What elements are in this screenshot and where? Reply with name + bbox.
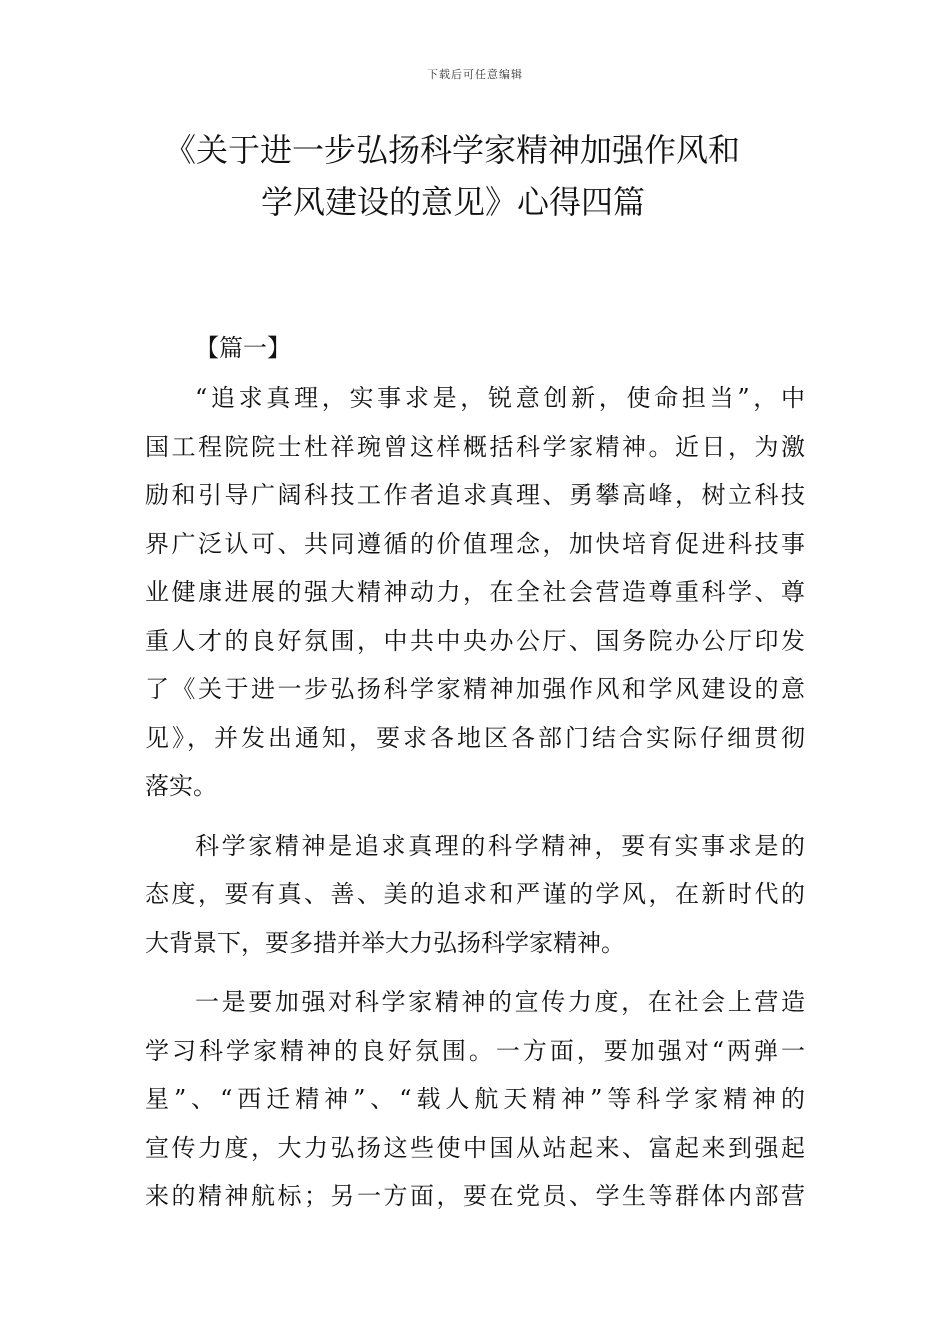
title-line-1: 《关于进一步弘扬科学家精神加强作风和 <box>164 131 741 169</box>
document-title <box>145 124 805 228</box>
header-note: 下载后可任意编辑 <box>427 68 523 81</box>
text-line: 来的精神航标；另一方面，要在党员、学生等群体内部营 <box>145 1182 805 1210</box>
text-line: 宣传力度，大力弘扬这些使中国从站起来、富起来到强起 <box>145 1133 805 1162</box>
paragraph-1 <box>145 378 805 815</box>
section-label: 【篇一】 <box>195 334 291 362</box>
text-line: 国工程院院士杜祥琬曾这样概括科学家精神。近日，为激 <box>145 432 805 461</box>
text-line: 重人才的良好氛围，中共中央办公厅、国务院办公厅印发 <box>145 626 805 655</box>
text-line: 落实。 <box>145 772 217 800</box>
paragraph-3 <box>145 982 805 1225</box>
title-line-2: 学风建设的意见》心得四篇 <box>261 183 646 221</box>
text-line: 学习科学家精神的良好氛围。一方面，要加强对“两弹一 <box>145 1036 805 1065</box>
text-line: 励和引导广阔科技工作者追求真理、勇攀高峰，树立科技 <box>145 481 805 509</box>
text-line: 态度，要有真、善、美的追求和严谨的学风，在新时代的 <box>145 880 805 908</box>
text-line: 科学家精神是追求真理的科学精神，要有实事求是的 <box>195 831 805 860</box>
text-line: 星”、“西迁精神”、“载人航天精神”等科学家精神的 <box>145 1085 805 1113</box>
text-line: 界广泛认可、共同遵循的价值理念，加快培育促进科技事 <box>145 529 805 558</box>
document-body <box>145 378 805 1236</box>
text-line: 一是要加强对科学家精神的宣传力度，在社会上营造 <box>195 988 805 1016</box>
text-line: 大背景下，要多措并举大力弘扬科学家精神。 <box>145 928 625 957</box>
text-line: 见》，并发出通知，要求各地区各部门结合实际仔细贯彻 <box>145 723 805 752</box>
text-line: 业健康进展的强大精神动力，在全社会营造尊重科学、尊 <box>145 578 805 606</box>
paragraph-2 <box>145 826 805 972</box>
text-line: “追求真理，实事求是，锐意创新，使命担当”，中 <box>195 384 805 412</box>
text-line: 了《关于进一步弘扬科学家精神加强作风和学风建设的意 <box>145 675 805 703</box>
